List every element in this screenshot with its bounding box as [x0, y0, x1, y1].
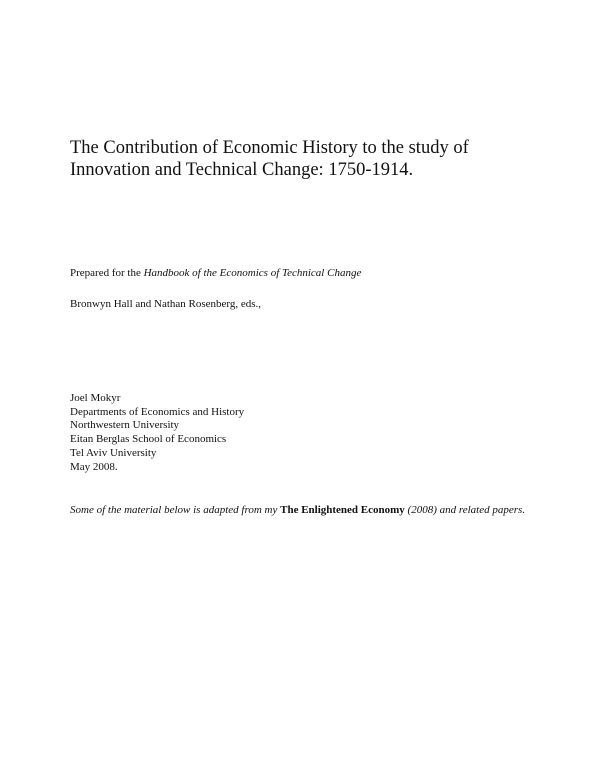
- note-before: Some of the material below is adapted from my: [70, 504, 281, 516]
- document-title: [70, 137, 540, 181]
- author-name: Joel Mokyr: [70, 392, 121, 404]
- book-title: The Enlightened Economy: [280, 504, 405, 516]
- source-note: [70, 503, 540, 517]
- note-after: (2008) and related papers.: [404, 504, 526, 516]
- title-line-1: The Contribution of Economic History to the study of: [70, 138, 469, 158]
- prepared-prefix: Prepared for the: [70, 267, 144, 279]
- author-block: [70, 392, 244, 474]
- prepared-for-line: [70, 266, 361, 280]
- title-line-2: Innovation and Technical Change: 1750-1914.: [70, 160, 414, 180]
- handbook-title: Handbook of the Economics of Technical Change: [143, 267, 362, 279]
- affiliation-line: Tel Aviv University: [70, 446, 157, 459]
- affiliation-line: Eitan Berglas School of Economics: [70, 433, 227, 446]
- affiliation-line: Northwestern University: [70, 419, 180, 432]
- document-date: May 2008.: [70, 460, 118, 473]
- editors-line: Bronwyn Hall and Nathan Rosenberg, eds.,: [70, 298, 262, 310]
- affiliation-line: Departments of Economics and History: [70, 405, 245, 418]
